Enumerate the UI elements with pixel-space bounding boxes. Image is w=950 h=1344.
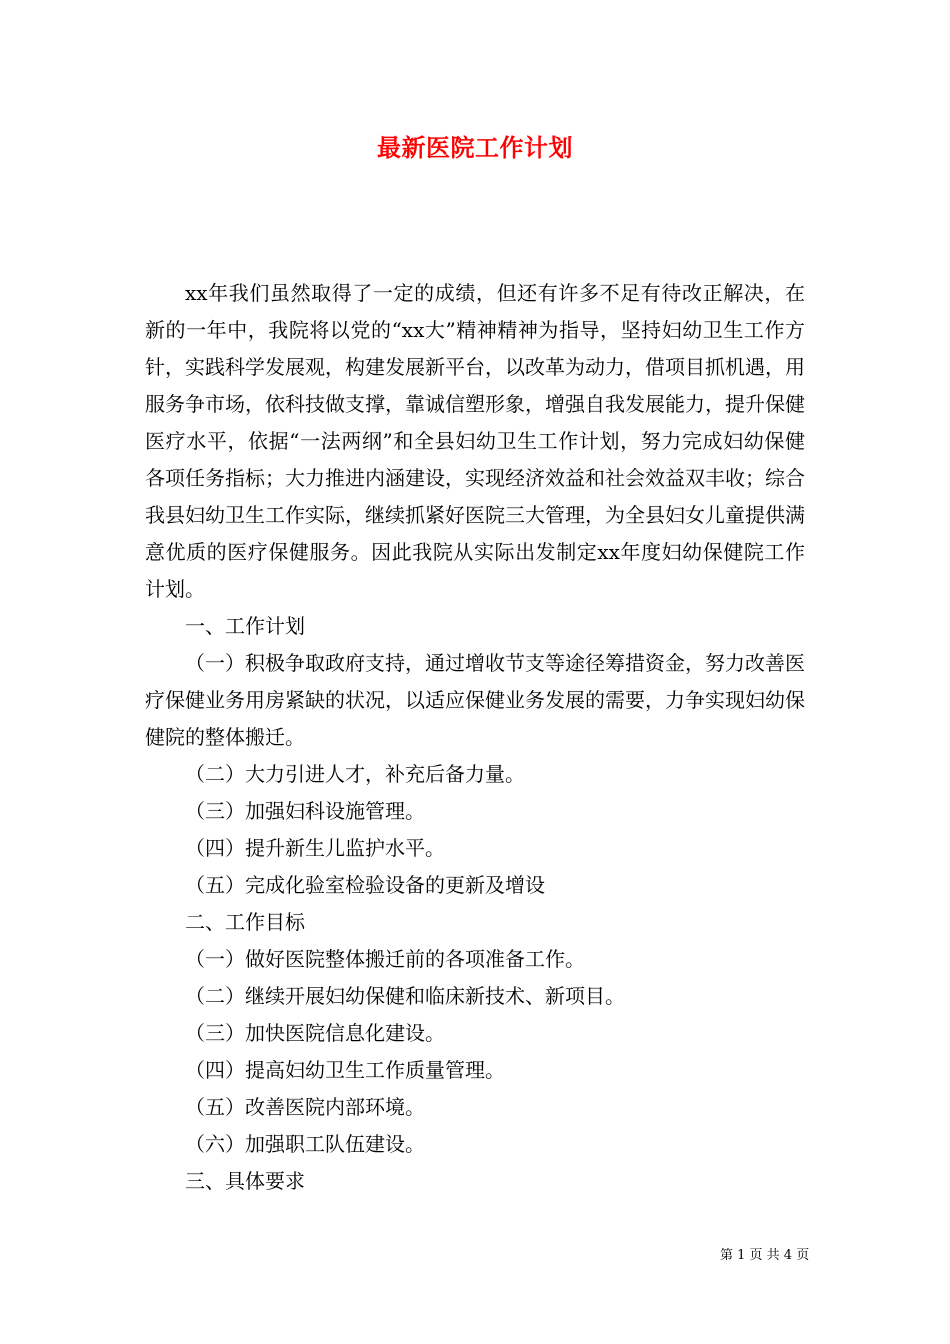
intro-paragraph: xx年我们虽然取得了一定的成绩，但还有许多不足有待改正解决，在新的一年中，我院将以党的“xx大”精神精神为指导，坚持妇幼卫生工作方针，实践科学发展观，构建发展新平台，以改革为动力，借项目抓机遇，用服务争市场，依科技做支撑，靠诚信塑形象，增强自我发展能力，提升保健医疗水平，依据“一法两纲”和全县妇幼卫生工作计划，努力完成妇幼保健各项任务指标；大力推进内涵建设，实现经济效益和社会效益双丰收；综合我县妇幼卫生工作实际，继续抓紧好医院三大管理，为全县妇女儿童提供满意优质的医疗保健服务。因此我院从实际出发制定xx年度妇幼保健院工作计划。 xyxy=(145,281,805,601)
goal-item-2: （二）继续开展妇幼保健和临床新技术、新项目。 xyxy=(185,984,625,1008)
document-title: 最新医院工作计划 xyxy=(377,133,573,162)
plan-item-3: （三）加强妇科设施管理。 xyxy=(185,799,425,823)
plan-item-2: （二）大力引进人才，补充后备力量。 xyxy=(185,762,525,786)
page-number: 第 1 页 共 4 页 xyxy=(720,1248,810,1263)
goal-item-4: （四）提高妇幼卫生工作质量管理。 xyxy=(185,1058,505,1082)
plan-item-4: （四）提升新生儿监护水平。 xyxy=(185,836,445,860)
document-body xyxy=(145,275,805,1200)
section-heading-requirements: 三、具体要求 xyxy=(185,1169,305,1193)
goal-item-5: （五）改善医院内部环境。 xyxy=(185,1095,425,1119)
goal-item-6: （六）加强职工队伍建设。 xyxy=(185,1132,425,1156)
plan-item-5: （五）完成化验室检验设备的更新及增设 xyxy=(185,873,545,897)
section-heading-goals: 二、工作目标 xyxy=(185,910,305,934)
plan-item-1: （一）积极争取政府支持，通过增收节支等途径筹措资金，努力改善医疗保健业务用房紧缺的状况，以适应保健业务发展的需要，力争实现妇幼保健院的整体搬迁。 xyxy=(145,651,805,749)
section-heading-plan: 一、工作计划 xyxy=(185,614,305,638)
goal-item-1: （一）做好医院整体搬迁前的各项准备工作。 xyxy=(185,947,585,971)
goal-item-3: （三）加快医院信息化建设。 xyxy=(185,1021,445,1045)
